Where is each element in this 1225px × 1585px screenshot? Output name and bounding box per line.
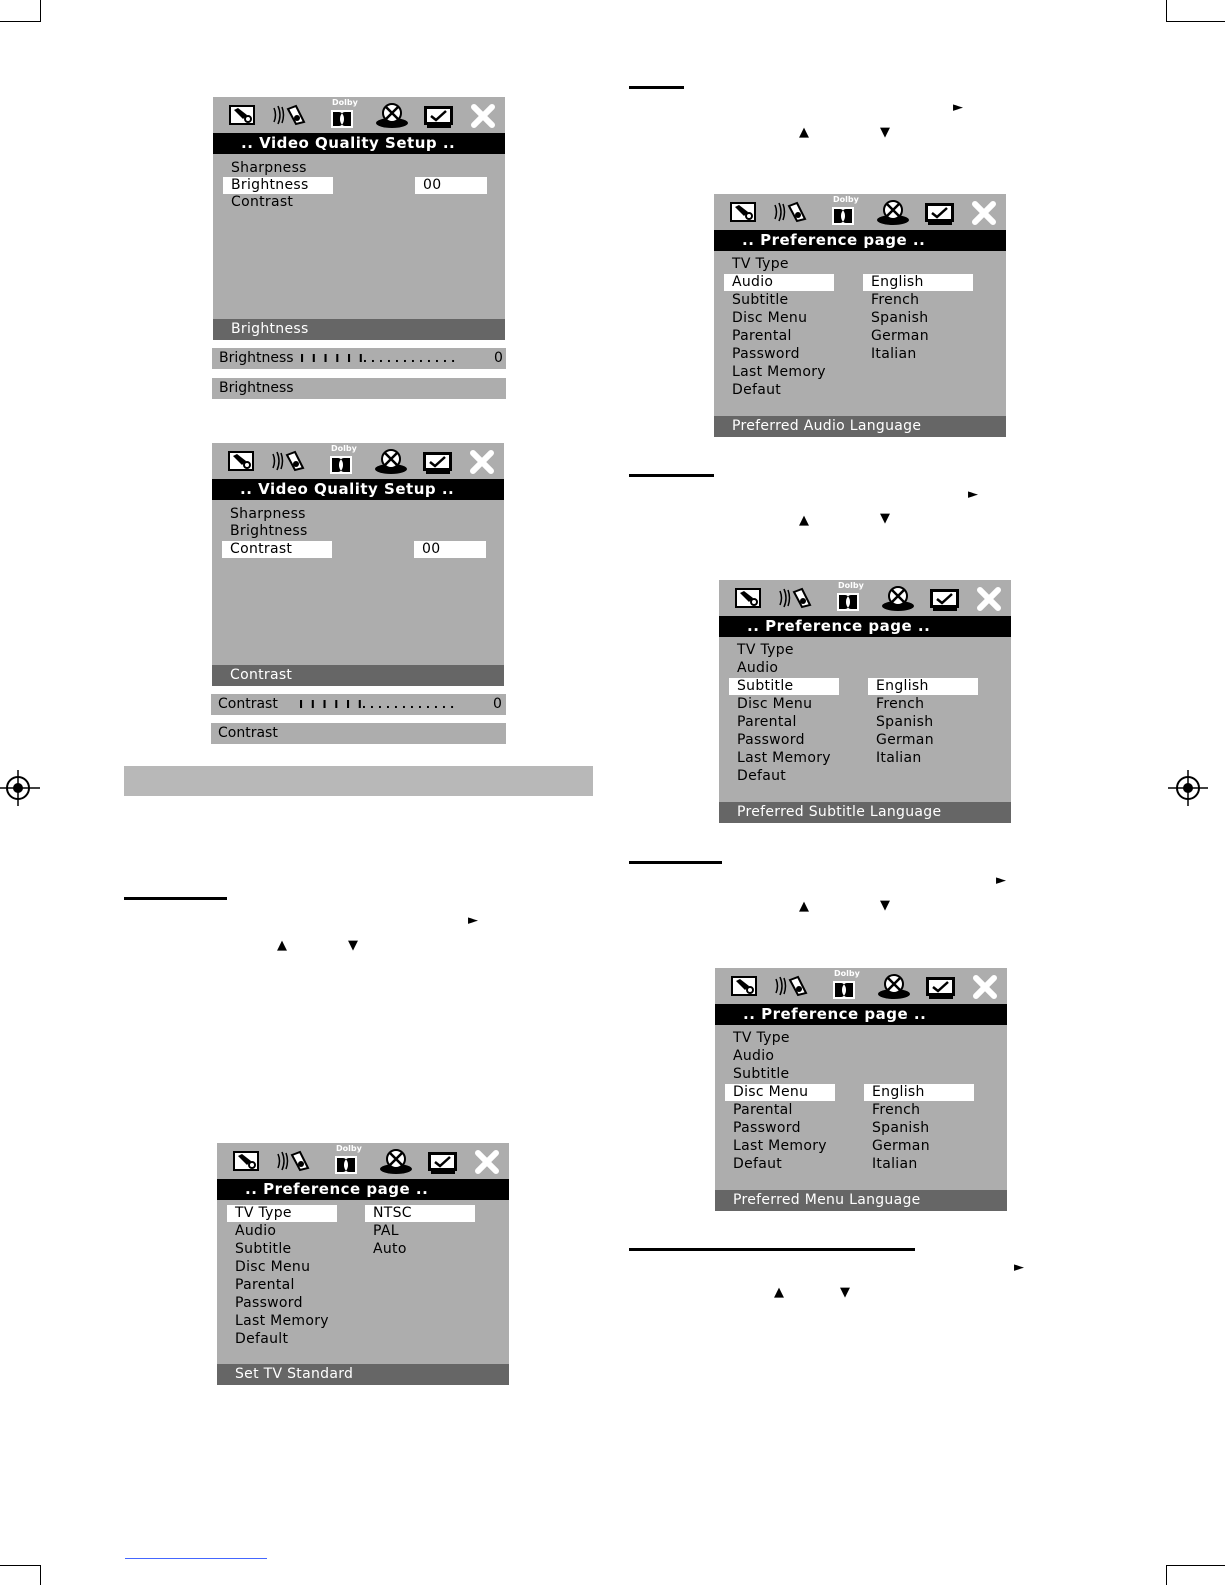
crop-mark <box>1166 21 1225 22</box>
menu-item[interactable]: Last Memory <box>732 364 826 380</box>
option[interactable]: Spanish <box>872 1120 930 1136</box>
close-icon[interactable] <box>468 448 496 480</box>
crop-mark <box>40 1565 41 1585</box>
menu-item[interactable]: Last Memory <box>737 750 831 766</box>
right-arrow-icon: ► <box>953 100 963 115</box>
disc-icon[interactable] <box>372 448 410 480</box>
option[interactable]: Spanish <box>871 310 929 326</box>
wrench-icon[interactable] <box>729 973 759 1003</box>
menu-item[interactable]: Password <box>235 1295 303 1311</box>
caption-label: Contrast <box>218 725 278 741</box>
value-label: 00 <box>422 541 441 557</box>
menu-item[interactable]: TV Type <box>733 1030 790 1046</box>
option[interactable]: Italian <box>876 750 922 766</box>
dolby-icon[interactable] <box>829 969 860 1005</box>
preference-menu-tv-type <box>217 1143 509 1385</box>
menu-item[interactable]: Parental <box>732 328 792 344</box>
menu-item-label: Contrast <box>230 541 293 557</box>
wrench-icon[interactable] <box>733 585 763 615</box>
menu-item-selected[interactable] <box>222 541 332 558</box>
speaker-icon[interactable] <box>275 1148 311 1178</box>
speaker-icon[interactable] <box>270 448 306 478</box>
tv-icon[interactable] <box>923 973 959 1005</box>
menu-item[interactable]: Audio <box>737 660 779 676</box>
option[interactable]: German <box>876 732 934 748</box>
menu-item-selected[interactable] <box>227 1205 337 1222</box>
menu-item[interactable]: Audio <box>733 1048 775 1064</box>
up-arrow-icon: ▲ <box>799 125 809 140</box>
slider-track: I I I I I I. . . . . . . . . . . . <box>300 352 456 365</box>
speaker-icon[interactable] <box>773 973 809 1003</box>
value-field[interactable] <box>415 177 487 194</box>
slider-value: 0 <box>494 350 503 366</box>
icon-bar <box>217 1143 509 1179</box>
menu-title: .. Preference page .. <box>217 1179 509 1200</box>
section-rule <box>629 861 722 864</box>
slider-value: 0 <box>493 696 502 712</box>
status-bar: Set TV Standard <box>217 1364 509 1385</box>
up-arrow-icon: ▲ <box>799 899 809 914</box>
option[interactable]: German <box>871 328 929 344</box>
menu-item-selected[interactable] <box>223 177 333 194</box>
menu-item-selected[interactable] <box>724 274 834 291</box>
speaker-icon[interactable] <box>271 102 307 132</box>
menu-item[interactable]: Defaut <box>733 1156 783 1172</box>
dolby-label: Dolby <box>332 98 358 107</box>
video-quality-menu-contrast <box>212 443 504 686</box>
right-arrow-icon: ► <box>468 913 478 928</box>
option-selected[interactable] <box>864 1084 974 1101</box>
slider-label: Contrast <box>218 696 278 712</box>
close-icon[interactable] <box>975 585 1003 617</box>
dolby-label: Dolby <box>331 444 357 453</box>
crop-mark <box>1166 1565 1167 1585</box>
wrench-icon[interactable] <box>231 1148 261 1178</box>
dolby-label: Dolby <box>833 195 859 204</box>
icon-bar <box>714 194 1006 230</box>
bottom-link-line <box>125 1558 267 1559</box>
option-selected[interactable] <box>863 274 973 291</box>
menu-item[interactable]: Sharpness <box>230 506 306 522</box>
option[interactable]: French <box>871 292 920 308</box>
menu-item-selected[interactable] <box>725 1084 835 1101</box>
menu-title: .. Video Quality Setup .. <box>212 479 504 500</box>
menu-item[interactable]: Brightness <box>230 523 308 539</box>
tv-icon[interactable] <box>927 585 963 617</box>
close-icon[interactable] <box>473 1148 501 1180</box>
menu-item[interactable]: Subtitle <box>235 1241 292 1257</box>
status-bar: Preferred Audio Language <box>714 416 1006 437</box>
disc-icon[interactable] <box>377 1148 415 1180</box>
down-arrow-icon: ▼ <box>840 1285 850 1300</box>
wrench-icon[interactable] <box>226 448 256 478</box>
tv-icon[interactable] <box>421 102 457 134</box>
section-rule <box>124 897 227 900</box>
option[interactable]: German <box>872 1138 930 1154</box>
menu-item[interactable]: Parental <box>235 1277 295 1293</box>
menu-item[interactable]: Disc Menu <box>732 310 808 326</box>
crop-mark <box>1166 0 1167 22</box>
down-arrow-icon: ▼ <box>880 511 890 526</box>
preference-menu-subtitle <box>719 580 1011 823</box>
menu-title: .. Preference page .. <box>715 1004 1007 1025</box>
down-arrow-icon: ▼ <box>348 938 358 953</box>
option-label: English <box>872 1084 925 1100</box>
option-label: English <box>876 678 929 694</box>
dolby-icon[interactable] <box>331 1144 362 1180</box>
value-field[interactable] <box>414 541 486 558</box>
option-label: English <box>871 274 924 290</box>
down-arrow-icon: ▼ <box>880 898 890 913</box>
menu-item[interactable]: Parental <box>737 714 797 730</box>
menu-item[interactable]: Audio <box>235 1223 277 1239</box>
slider-label: Brightness <box>219 350 294 366</box>
option-label: NTSC <box>373 1205 412 1221</box>
menu-item[interactable]: TV Type <box>737 642 794 658</box>
option-selected[interactable] <box>868 678 978 695</box>
crop-mark <box>0 21 40 22</box>
close-icon[interactable] <box>469 102 497 134</box>
tv-icon[interactable] <box>922 199 958 231</box>
status-bar: Preferred Menu Language <box>715 1190 1007 1211</box>
menu-item[interactable]: Subtitle <box>733 1066 790 1082</box>
disc-icon[interactable] <box>373 102 411 134</box>
option-selected[interactable] <box>365 1205 475 1222</box>
disc-icon[interactable] <box>879 585 917 617</box>
dolby-label: Dolby <box>834 969 860 978</box>
video-quality-menu-brightness <box>213 97 505 340</box>
value-label: 00 <box>423 177 442 193</box>
option[interactable]: Italian <box>871 346 917 362</box>
menu-item[interactable]: Subtitle <box>732 292 789 308</box>
right-arrow-icon: ► <box>1014 1260 1024 1275</box>
option[interactable]: French <box>876 696 925 712</box>
registration-mark-icon <box>0 768 40 808</box>
icon-bar <box>719 580 1011 616</box>
section-rule <box>629 86 684 89</box>
menu-item-label: Brightness <box>231 177 309 193</box>
crop-mark <box>1166 1565 1225 1566</box>
icon-bar <box>715 968 1007 1004</box>
contrast-slider-bar[interactable] <box>211 694 506 715</box>
down-arrow-icon: ▼ <box>880 125 890 140</box>
menu-item-selected[interactable] <box>729 678 839 695</box>
option[interactable]: Italian <box>872 1156 918 1172</box>
brightness-slider-bar[interactable] <box>212 348 506 369</box>
menu-item-label: TV Type <box>235 1205 292 1221</box>
dolby-icon[interactable] <box>828 195 859 231</box>
menu-item-label: Disc Menu <box>733 1084 809 1100</box>
icon-bar <box>212 443 504 479</box>
menu-title: .. Video Quality Setup .. <box>213 133 505 154</box>
dolby-icon[interactable] <box>833 581 864 617</box>
tv-icon[interactable] <box>425 1148 461 1180</box>
disc-icon[interactable] <box>875 973 913 1005</box>
menu-item-label: Subtitle <box>737 678 794 694</box>
caption-label: Brightness <box>219 380 294 396</box>
menu-item[interactable]: Defaut <box>732 382 782 398</box>
speaker-icon[interactable] <box>772 199 808 229</box>
disc-icon[interactable] <box>874 199 912 231</box>
dolby-label: Dolby <box>336 1144 362 1153</box>
up-arrow-icon: ▲ <box>799 513 809 528</box>
right-arrow-icon: ► <box>968 487 978 502</box>
menu-item[interactable]: Disc Menu <box>235 1259 311 1275</box>
crop-mark <box>0 1565 40 1566</box>
caption-bar <box>212 378 506 399</box>
wrench-icon[interactable] <box>728 199 758 229</box>
menu-item[interactable]: TV Type <box>732 256 789 272</box>
option[interactable]: French <box>872 1102 921 1118</box>
up-arrow-icon: ▲ <box>774 1285 784 1300</box>
slider-track: I I I I I I. . . . . . . . . . . . <box>299 698 455 711</box>
dolby-icon[interactable] <box>326 444 357 480</box>
menu-item[interactable]: Contrast <box>231 194 294 210</box>
preference-menu-audio <box>714 194 1006 437</box>
menu-item[interactable]: Last Memory <box>235 1313 329 1329</box>
caption-bar <box>211 723 506 744</box>
tv-icon[interactable] <box>420 448 456 480</box>
option[interactable]: Auto <box>373 1241 407 1257</box>
menu-item[interactable]: Sharpness <box>231 160 307 176</box>
dolby-label: Dolby <box>838 581 864 590</box>
menu-item[interactable]: Defaut <box>737 768 787 784</box>
section-rule <box>629 474 714 477</box>
menu-item[interactable]: Password <box>733 1120 801 1136</box>
menu-item[interactable]: Password <box>737 732 805 748</box>
status-bar: Brightness <box>213 319 505 340</box>
menu-item[interactable]: Password <box>732 346 800 362</box>
menu-item-label: Audio <box>732 274 774 290</box>
dolby-icon[interactable] <box>327 98 358 134</box>
menu-item[interactable]: Parental <box>733 1102 793 1118</box>
menu-title: .. Preference page .. <box>719 616 1011 637</box>
menu-title: .. Preference page .. <box>714 230 1006 251</box>
status-bar: Preferred Subtitle Language <box>719 802 1011 823</box>
menu-item[interactable]: Disc Menu <box>737 696 813 712</box>
up-arrow-icon: ▲ <box>277 938 287 953</box>
crop-mark <box>40 0 41 22</box>
registration-mark-icon <box>1168 768 1208 808</box>
status-bar: Contrast <box>212 665 504 686</box>
option[interactable]: PAL <box>373 1223 399 1239</box>
menu-item[interactable]: Default <box>235 1331 289 1347</box>
right-arrow-icon: ► <box>996 873 1006 888</box>
close-icon[interactable] <box>971 973 999 1005</box>
icon-bar <box>213 97 505 133</box>
section-band <box>124 766 593 796</box>
option[interactable]: Spanish <box>876 714 934 730</box>
preference-menu-disc-menu <box>715 968 1007 1211</box>
close-icon[interactable] <box>970 199 998 231</box>
section-rule <box>629 1248 915 1251</box>
speaker-icon[interactable] <box>777 585 813 615</box>
menu-item[interactable]: Last Memory <box>733 1138 827 1154</box>
wrench-icon[interactable] <box>227 102 257 132</box>
